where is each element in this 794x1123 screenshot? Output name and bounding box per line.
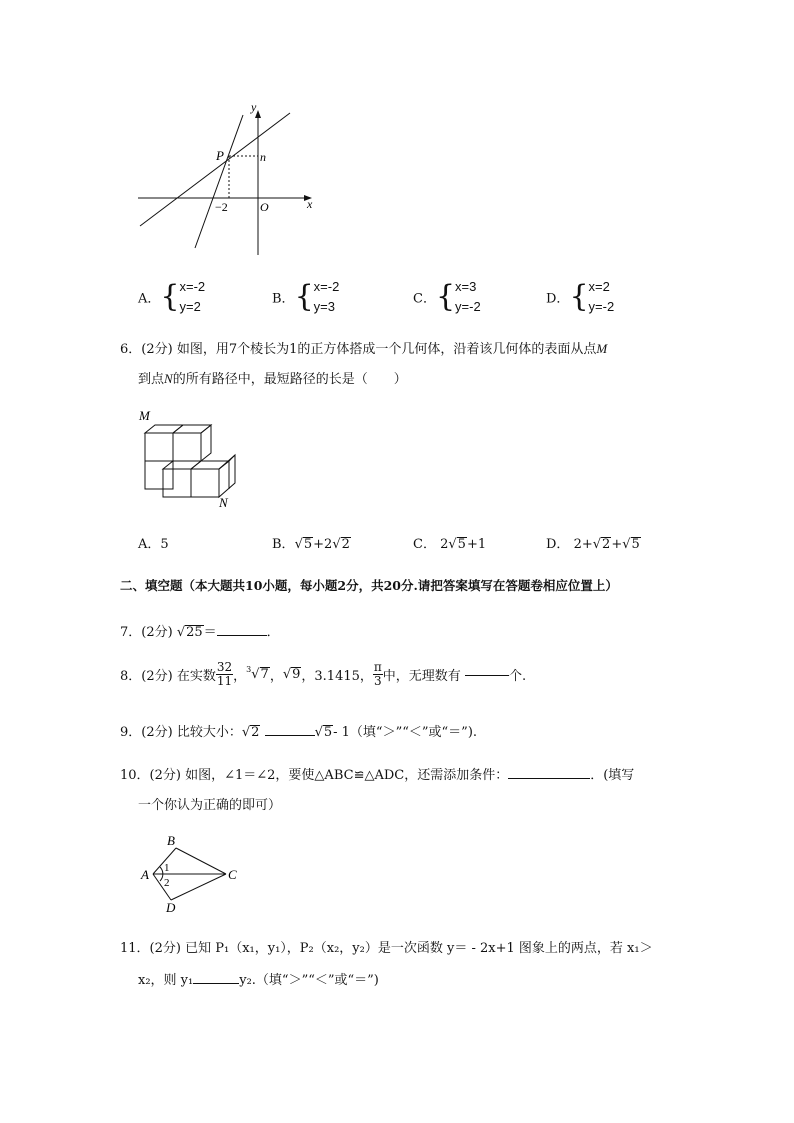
radicand: 2: [341, 537, 350, 552]
question-text: 比较大小：: [176, 725, 242, 740]
eq-line: y=2: [179, 299, 201, 314]
point-n: N: [164, 371, 173, 386]
q8: 8．(2分) 在实数 $\frac{32}{11}$ ，$^3$√7，√9，3.1415， $\frac{\pi}{3}$ 中，无理数有 个.: [120, 660, 527, 688]
eq-line: x=2: [588, 279, 610, 294]
option-letter: B．: [272, 291, 295, 307]
q10-line-2: [138, 794, 281, 813]
brace-icon: {: [294, 279, 314, 314]
q5-option-a: [138, 277, 205, 317]
answer-blank[interactable]: [465, 674, 509, 676]
q5-coordinate-figure: [130, 95, 330, 260]
point-m: M: [596, 341, 608, 356]
brace-icon: {: [160, 279, 180, 314]
cube-root-index: 3: [246, 665, 252, 674]
origin-label: O: [260, 200, 269, 214]
label-a: A: [141, 867, 149, 882]
q6-option-b: B．√5+2√2: [272, 537, 350, 552]
option-letter: C．: [413, 291, 436, 307]
label-m: M: [139, 408, 150, 423]
option-text: +2: [313, 537, 333, 552]
radicand: 9: [292, 667, 301, 682]
q11-line-2: [138, 969, 379, 988]
brace-icon: {: [435, 279, 456, 314]
equals: ＝: [203, 625, 217, 640]
line-2: [195, 115, 243, 248]
label-d: D: [166, 900, 176, 915]
question-text: 一个你认为正确的即可）: [138, 798, 282, 813]
q10-line-1: [120, 764, 634, 783]
eq-line: x=3: [455, 279, 477, 294]
option-text: +1: [466, 537, 487, 552]
q9: 9．(2分) 比较大小：√2 √5- 1（填“＞”“＜”或“＝”).: [120, 725, 478, 740]
question-number: 9．(2分): [120, 725, 173, 740]
brace-icon: {: [569, 279, 589, 314]
n-label: n: [260, 150, 266, 164]
q11-line-1: [120, 937, 653, 956]
option-text: 2+: [573, 537, 593, 552]
angle-1-label: 1: [164, 862, 170, 874]
radicand: 5: [631, 537, 640, 552]
label-b: B: [167, 833, 175, 848]
answer-blank[interactable]: [265, 734, 315, 736]
radicand: 7: [260, 667, 269, 682]
y-axis-label: y: [251, 100, 257, 114]
x-axis-label: x: [307, 197, 313, 211]
eq-line: y=-2: [588, 299, 615, 314]
eq-line: x=-2: [313, 279, 340, 294]
option-letter: D．: [546, 291, 570, 307]
eq-line: x=-2: [179, 279, 206, 294]
question-number: 10．(2分): [120, 768, 181, 783]
radicand: 5: [303, 537, 313, 552]
q7: 7．(2分) √25＝ ．: [120, 625, 280, 640]
option-letter: A．: [138, 291, 161, 307]
option-text: A．5: [138, 537, 169, 552]
question-number: 8．(2分): [120, 669, 173, 684]
q6-line-1: [120, 338, 607, 357]
q5-option-c: [413, 277, 481, 317]
q6-line-2: [138, 368, 407, 387]
radicand: 5: [323, 725, 333, 740]
question-text: x₂，则 y₁: [138, 973, 194, 988]
fraction-32-11: $\frac{32}{11}$: [216, 660, 233, 688]
radicand: 2: [251, 725, 260, 740]
option-letter: D．: [546, 537, 570, 552]
section-heading: 二、填空题（本大题共10小题，每小题2分，共20分.请把答案填写在答题卷相应位置上）: [120, 578, 618, 593]
label-n: N: [219, 495, 228, 510]
q6-option-c: C． 2√5+1: [413, 537, 487, 552]
question-text: 如图，用7个棱长为1的正方体搭成一个几何体，沿着该几何体的表面从点: [176, 342, 597, 357]
radicand: 5: [457, 537, 466, 552]
radicand: 25: [186, 625, 203, 640]
q6-cube-figure: [135, 405, 245, 510]
answer-blank[interactable]: [508, 777, 590, 779]
q6-option-a: [138, 533, 169, 552]
angle-2-label: 2: [164, 877, 170, 889]
option-letter: B．: [272, 537, 295, 552]
answer-blank[interactable]: [193, 982, 239, 984]
question-text: 如图，∠1＝∠2，要使△ABC≌△ADC，还需添加条件：: [185, 768, 509, 783]
fraction-pi-3: $\frac{\pi}{3}$: [373, 660, 382, 688]
question-text: 中，无理数有: [382, 669, 461, 684]
point-p-label: P: [216, 148, 224, 163]
option-letter: C．: [413, 537, 436, 552]
neg-two-label: −2: [215, 200, 228, 214]
question-text: 到点: [138, 372, 165, 387]
eq-line: y=-2: [455, 299, 481, 314]
question-text: ．(填写: [590, 768, 635, 783]
question-number: 6．(2分): [120, 342, 173, 357]
option-text: +: [611, 537, 623, 552]
option-text: 2: [440, 537, 449, 552]
q5-option-d: [546, 277, 614, 317]
eq-line: y=3: [313, 299, 335, 314]
question-text: - 1（填“＞”“＜”或“＝”).: [333, 725, 478, 740]
q5-option-b: [272, 277, 339, 317]
question-number: 11．(2分): [120, 941, 181, 956]
question-text: 在实数: [176, 669, 216, 684]
label-c: C: [228, 867, 237, 882]
question-text: 的所有路径中，最短路径的长是（ ）: [172, 372, 407, 387]
question-number: 7．(2分): [120, 625, 173, 640]
radicand: 2: [602, 537, 611, 552]
question-text: 已知 P₁（x₁，y₁），P₂（x₂，y₂）是一次函数 y＝ - 2x+1 图象上的两点，若 x₁＞: [185, 941, 653, 956]
question-text: y₂.（填“＞”“＜”或“＝”): [239, 973, 379, 988]
answer-blank[interactable]: [217, 634, 267, 636]
period: ．: [266, 625, 280, 640]
q6-option-d: D． 2+√2+√5: [546, 537, 640, 552]
q10-kite-figure: [138, 832, 248, 917]
